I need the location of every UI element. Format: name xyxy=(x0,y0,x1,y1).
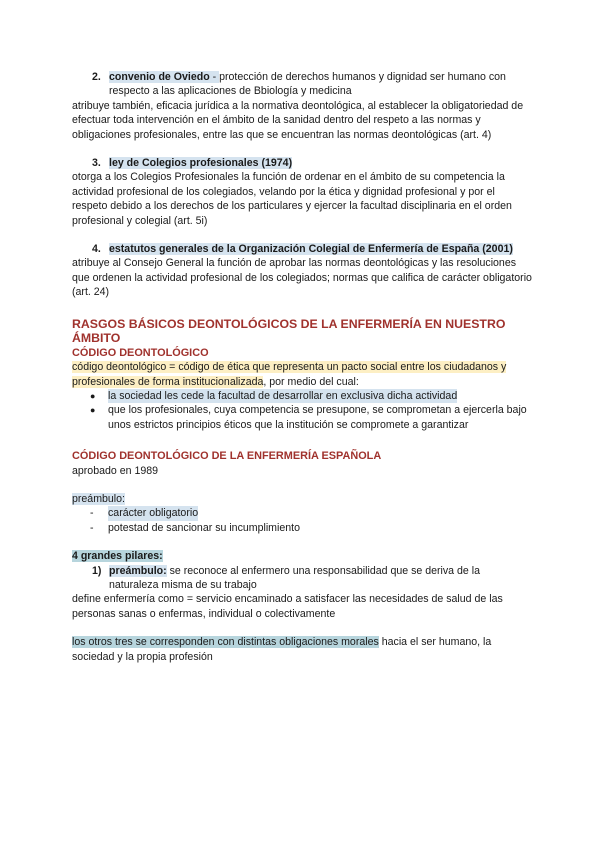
item-description: protección de derechos humanos y dignidad ser humano con respecto a las aplicaciones de Bbiología y medicina xyxy=(109,71,506,98)
item-number: 2. xyxy=(92,71,101,83)
pilares-heading: 4 grandes pilares: xyxy=(72,550,163,563)
paragraph: otorga a los Colegios Profesionales la función de ordenar en el ámbito de su competencia la actividad profesional de los colegiados, velando por la ética y dignidad profesional y por el respeto debido a los derechos de los particulares y ejercer la facultad disciplinaria en el orden profesional y colegial (art. 5i) xyxy=(72,171,512,227)
item-number: 1) xyxy=(92,564,102,577)
subsection-heading: CÓDIGO DEONTOLÓGICO xyxy=(72,346,209,359)
list-item xyxy=(90,389,532,403)
list-item xyxy=(90,521,532,535)
list-item-text: potestad de sancionar su incumplimiento xyxy=(108,521,300,534)
bullet-icon: ● xyxy=(90,405,96,416)
paragraph: atribuye también, eficacia jurídica a la normativa deontológica, al establecer la obligatoriedad de efectuar toda intervención en el ámbito de la sanidad dentro del respeto a las normas y obligaciones profesionales, entre las que se encuentran las normas deontológicas (art. 4) xyxy=(72,99,524,141)
item-title: ley de Colegios profesionales (1974) xyxy=(109,157,293,170)
item-title: estatutos generales de la Organización Colegial de Enfermería de España (2001) xyxy=(109,243,513,256)
item-number: 4. xyxy=(92,243,101,256)
bullet-icon: ● xyxy=(90,390,96,401)
item-separator: - xyxy=(209,71,220,83)
dash-icon: - xyxy=(90,507,94,520)
definition-rest: , por medio del cual: xyxy=(263,375,359,388)
numbered-item-3 xyxy=(72,156,532,170)
document-page xyxy=(72,70,532,664)
list-item-text: carácter obligatorio xyxy=(108,507,199,520)
list-item xyxy=(90,403,532,432)
section-heading: RASGOS BÁSICOS DEONTOLÓGICOS DE LA ENFERMERÍA EN NUESTRO ÁMBITO xyxy=(72,316,506,346)
item-number: 3. xyxy=(92,157,101,170)
subsection-heading: CÓDIGO DEONTOLÓGICO DE LA ENFERMERÍA ESPAÑOLA xyxy=(72,450,382,463)
numbered-item-4 xyxy=(72,242,532,256)
list-item-text: la sociedad les cede la facultad de desarrollar en exclusiva dicha actividad xyxy=(108,389,458,402)
paragraph: aprobado en 1989 xyxy=(72,464,159,477)
paragraph-rest: hacia el ser humano, la sociedad y la propia profesión xyxy=(72,636,492,663)
dash-icon: - xyxy=(90,521,94,534)
item-text: se reconoce al enfermero una responsabilidad que se deriva de la naturaleza misma de su trabajo xyxy=(109,564,480,591)
list-item-text: que los profesionales, cuya competencia se presupone, se comprometan a ejercerla bajo unos estrictos principios éticos que la institución se compromete a garantizar xyxy=(108,404,527,431)
bullet-list xyxy=(72,389,532,432)
preambulo-label: preámbulo: xyxy=(72,492,125,505)
highlight-text: los otros tres se corresponden con distintas obligaciones morales xyxy=(72,636,379,649)
numbered-item-2 xyxy=(72,70,532,99)
paragraph xyxy=(72,635,532,664)
dash-list xyxy=(72,506,532,535)
paragraph: define enfermería como = servicio encaminado a satisfacer las necesidades de salud de las personas sanas o enfermas, individual o colectivamente xyxy=(72,593,503,620)
list-item xyxy=(90,506,532,520)
paragraph: atribuye al Consejo General la función de aprobar las normas deontológicas y las resoluciones que ordenen la actividad profesional de los colegiados; normas que califica de carácter obligatorio (art. 24) xyxy=(72,257,532,299)
definition-highlight: código deontológico = código de ética que representa un pacto social entre los ciudadanos y profesionales de forma institucionalizada xyxy=(72,361,507,388)
definition-paragraph xyxy=(72,360,532,389)
item-title: preámbulo: xyxy=(109,564,167,577)
pilar-item-1 xyxy=(72,564,532,593)
item-title: convenio de Oviedo xyxy=(109,71,210,83)
